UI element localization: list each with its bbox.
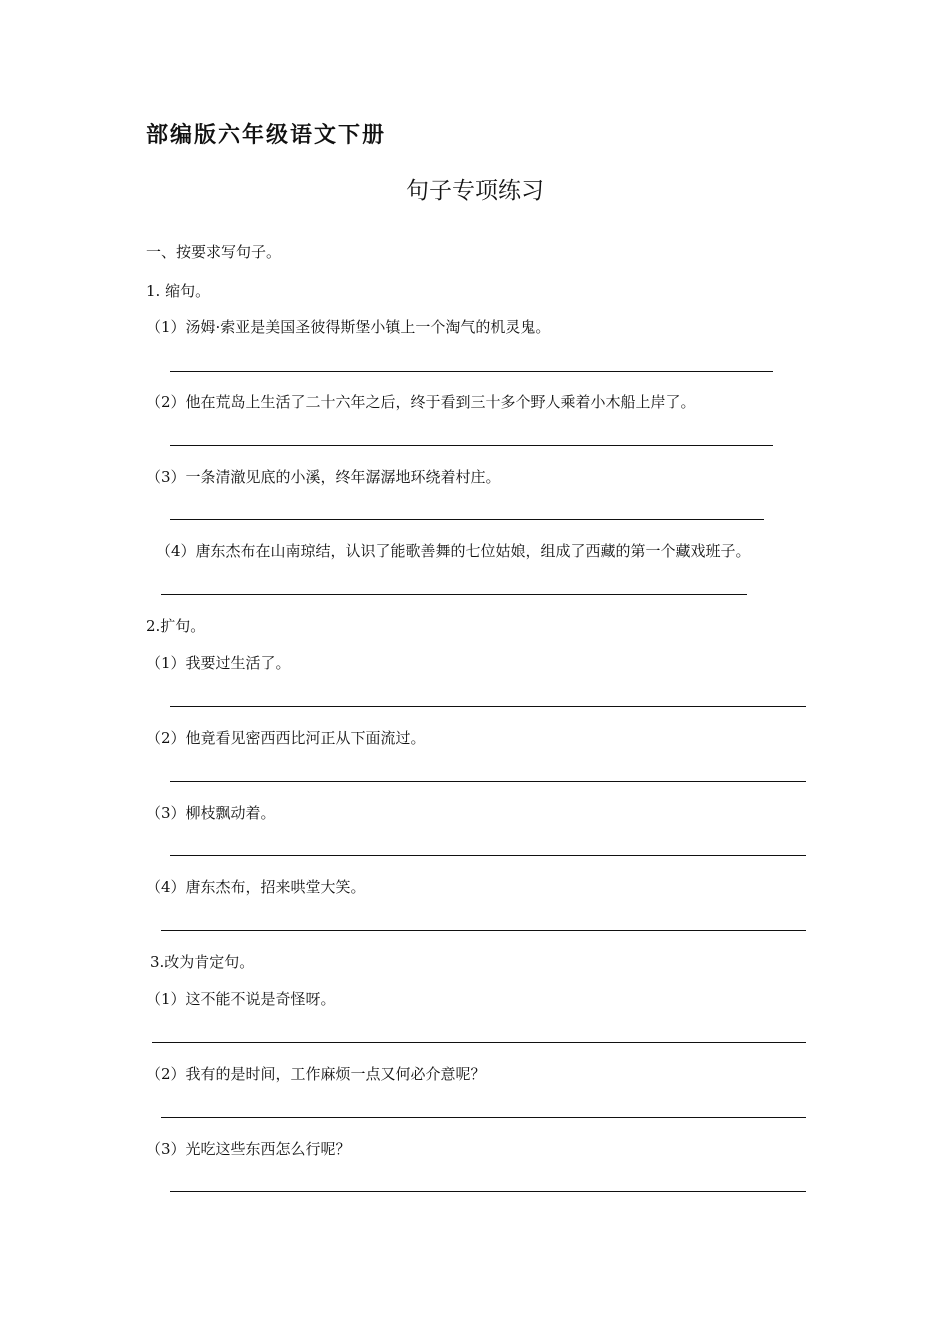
question-3-item-2: （2）我有的是时间，工作麻烦一点又何必介意呢？ <box>146 1065 486 1083</box>
question-3-heading: 3.改为肯定句。 <box>150 953 255 971</box>
answer-line-2-2[interactable] <box>170 781 806 782</box>
answer-line-1-4[interactable] <box>161 594 747 595</box>
question-1-heading: 1. 缩句。 <box>146 282 211 300</box>
question-2-item-3: （3）柳枝飘动着。 <box>146 804 276 822</box>
question-1-item-2: （2）他在荒岛上生活了二十六年之后，终于看到三十多个野人乘着小木船上岸了。 <box>146 393 696 411</box>
answer-line-3-3[interactable] <box>170 1191 806 1192</box>
answer-line-2-1[interactable] <box>170 706 806 707</box>
answer-line-2-4[interactable] <box>161 930 806 931</box>
answer-line-1-3[interactable] <box>170 519 764 520</box>
question-3-item-3: （3）光吃这些东西怎么行呢？ <box>146 1140 351 1158</box>
question-1-item-4: （4）唐东杰布在山南琼结，认识了能歌善舞的七位姑娘，组成了西藏的第一个藏戏班子。 <box>156 542 751 560</box>
page-title: 句子专项练习 <box>406 178 544 204</box>
section-heading: 一、按要求写句子。 <box>146 243 282 261</box>
question-1-item-1: （1）汤姆·索亚是美国圣彼得斯堡小镇上一个淘气的机灵鬼。 <box>146 318 551 336</box>
answer-line-3-1[interactable] <box>152 1042 806 1043</box>
question-2-item-2: （2）他竟看见密西西比河正从下面流过。 <box>146 729 426 747</box>
answer-line-2-3[interactable] <box>170 855 806 856</box>
answer-line-1-1[interactable] <box>170 371 773 372</box>
question-2-item-1: （1）我要过生活了。 <box>146 654 291 672</box>
page-header: 部编版六年级语文下册 <box>146 122 387 148</box>
question-3-item-1: （1）这不能不说是奇怪呀。 <box>146 990 336 1008</box>
answer-line-3-2[interactable] <box>161 1117 806 1118</box>
question-2-item-4: （4）唐东杰布，招来哄堂大笑。 <box>146 878 366 896</box>
question-1-item-3: （3）一条清澈见底的小溪，终年潺潺地环绕着村庄。 <box>146 468 501 486</box>
question-2-heading: 2.扩句。 <box>146 617 206 635</box>
answer-line-1-2[interactable] <box>170 445 773 446</box>
